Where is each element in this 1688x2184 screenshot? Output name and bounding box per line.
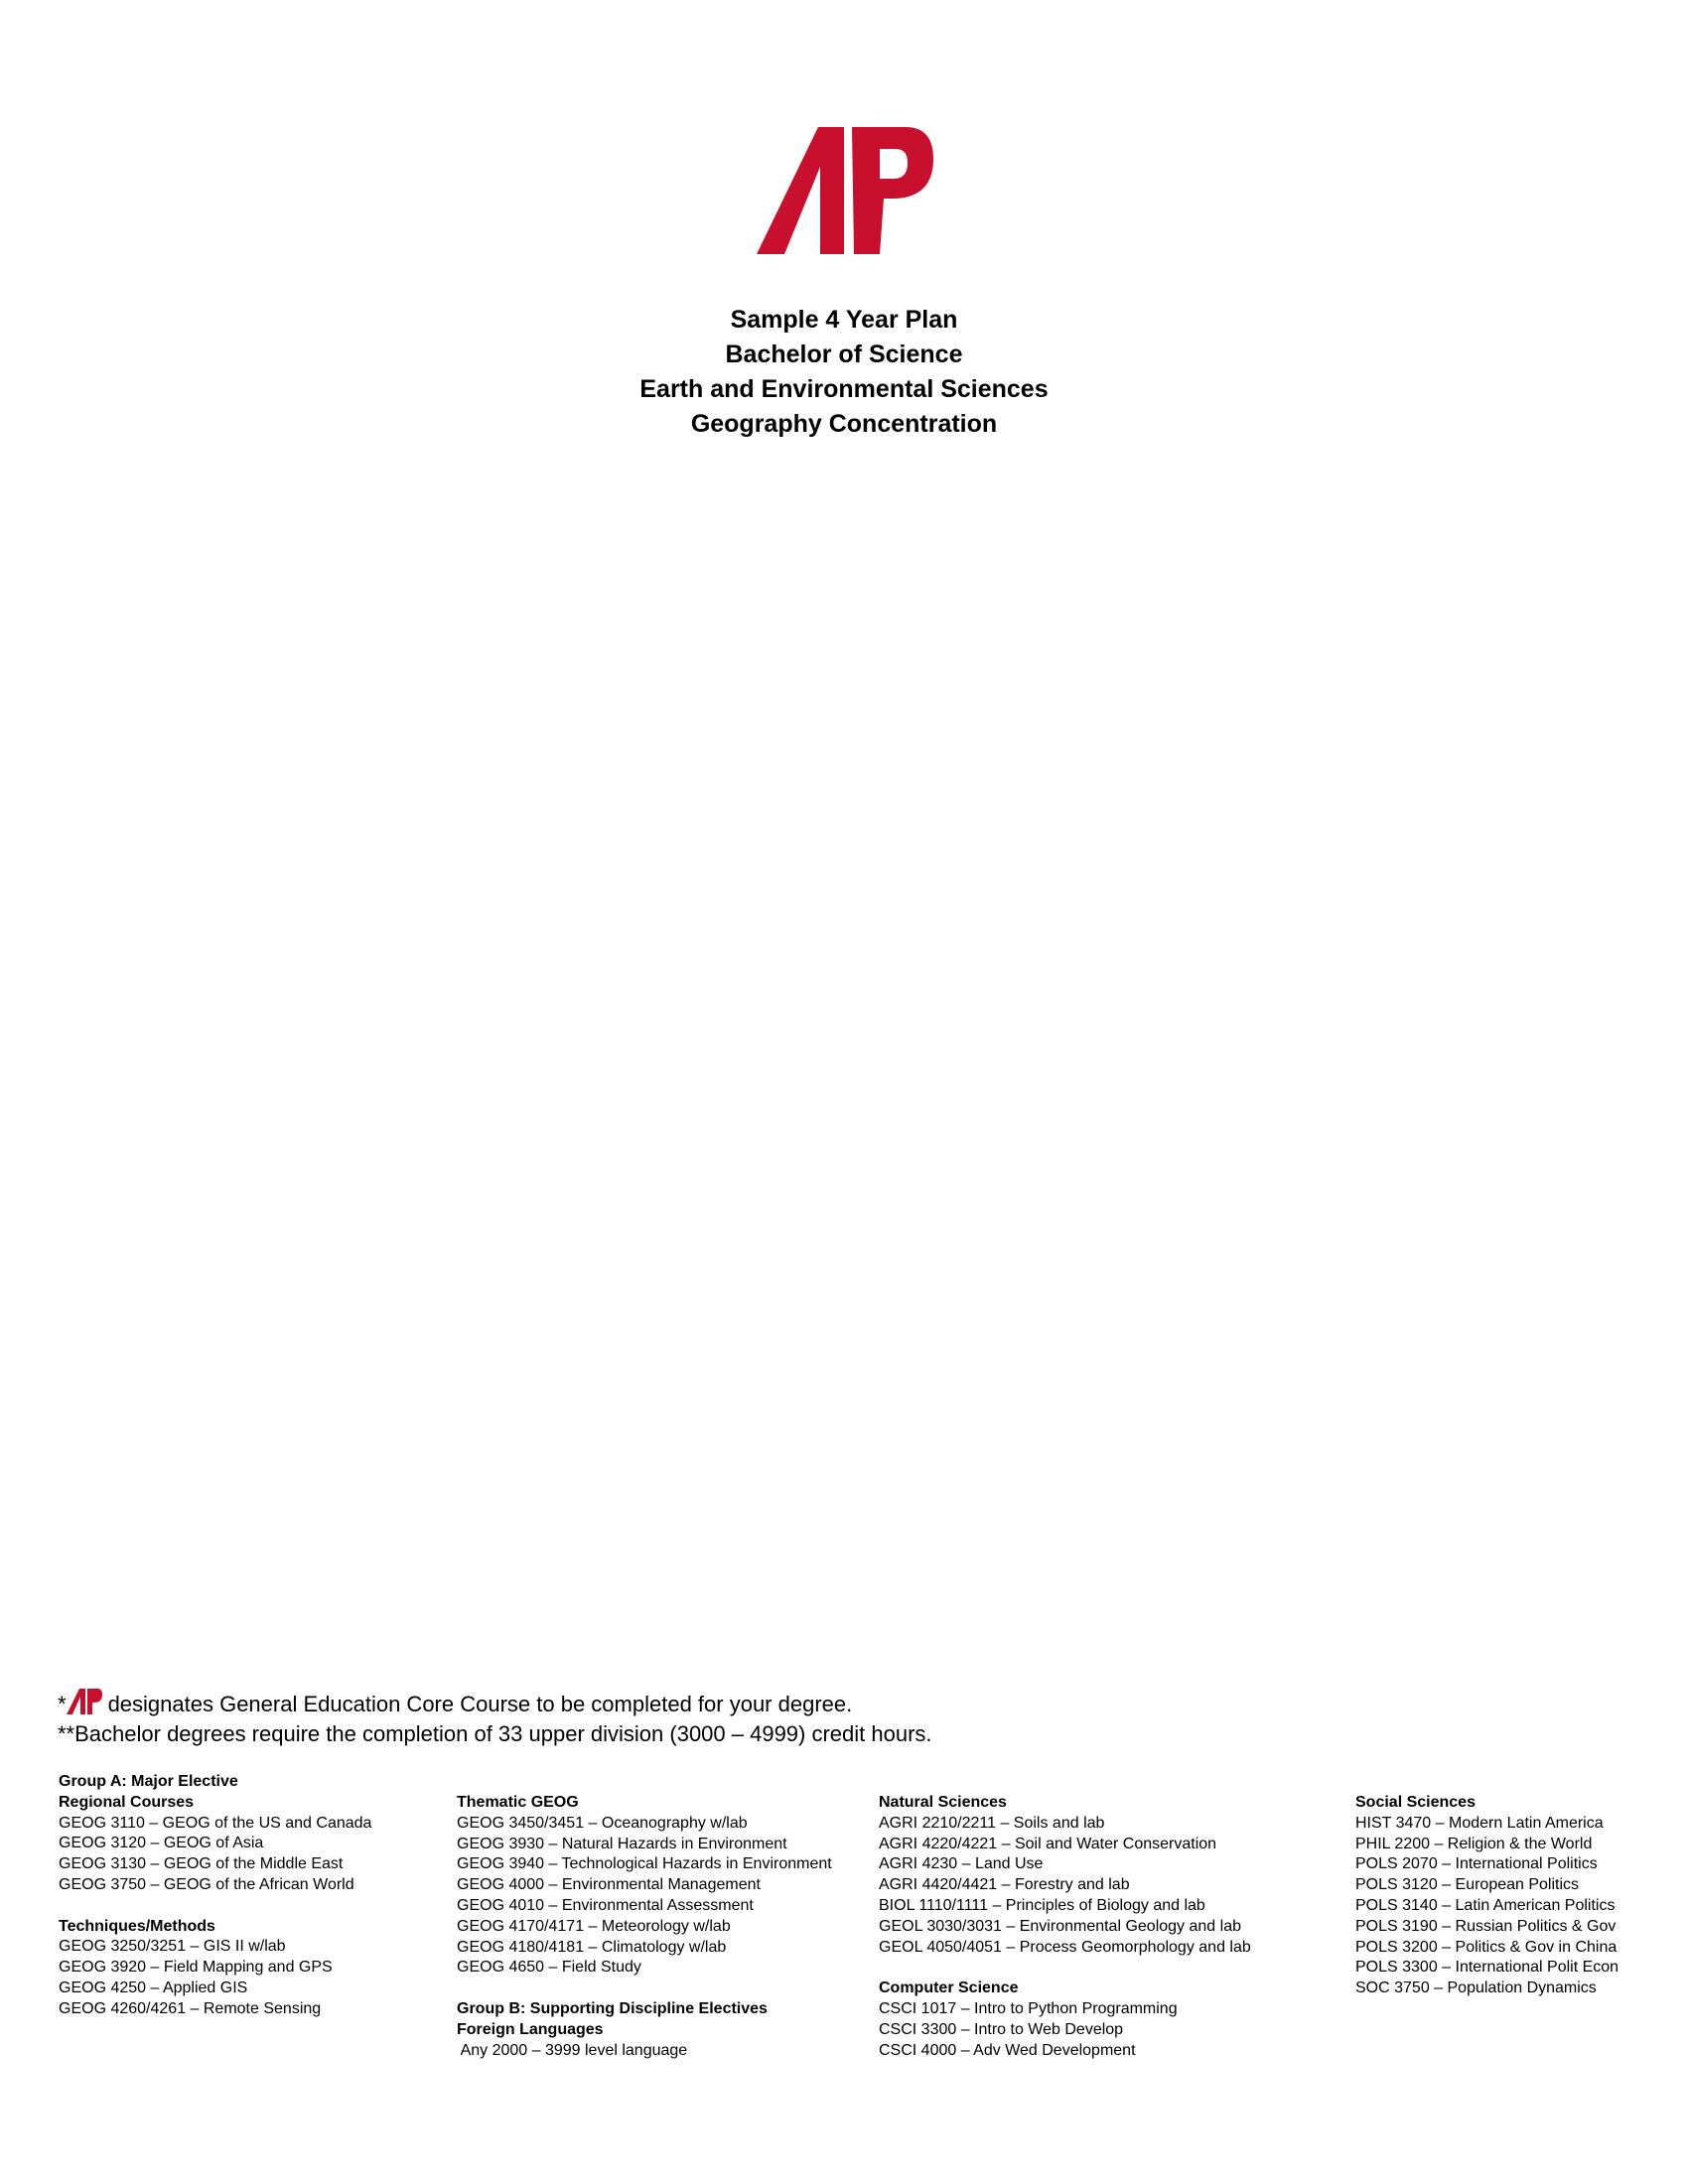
list-item: CSCI 3300 – Intro to Web Develop	[879, 2020, 1124, 2038]
list-item: BIOL 1110/1111 – Principles of Biology and lab	[879, 1896, 1205, 1914]
list-item: SOC 3750 – Population Dynamics	[1355, 1979, 1597, 1997]
group-a-title: Group A: Major Elective	[59, 1773, 238, 1790]
list-item: GEOG 3920 – Field Mapping and GPS	[59, 1959, 333, 1977]
list-item: AGRI 4420/4421 – Forestry and lab	[879, 1876, 1130, 1894]
ap-core-icon	[67, 1688, 102, 1715]
list-item: CSCI 1017 – Intro to Python Programming	[879, 1999, 1178, 2017]
list-item: AGRI 4230 – Land Use	[879, 1855, 1044, 1873]
list-item: GEOG 3450/3451 – Oceanography w/lab	[457, 1814, 748, 1832]
list-item: AGRI 4220/4221 – Soil and Water Conservation	[879, 1835, 1217, 1852]
list-item: GEOG 3110 – GEOG of the US and Canada	[59, 1814, 372, 1832]
natural-sciences-heading: Natural Sciences	[879, 1794, 1007, 1811]
title-line-2: Bachelor of Science	[725, 341, 963, 368]
social-sciences-heading: Social Sciences	[1355, 1794, 1476, 1811]
list-item: POLS 3200 – Politics & Gov in China	[1355, 1938, 1618, 1956]
footnote-upper-division: **Bachelor degrees require the completion of 33 upper division (3000 – 4999) credit hours.	[58, 1721, 932, 1746]
list-item: GEOG 3940 – Technological Hazards in Environment	[457, 1855, 832, 1873]
list-item: PHIL 2200 – Religion & the World	[1355, 1835, 1593, 1852]
list-item: GEOG 4000 – Environmental Management	[457, 1876, 761, 1894]
ap-logo-icon	[757, 127, 933, 256]
group-b-heading: Group B: Supporting Discipline Electives	[457, 1999, 768, 2017]
title-line-1: Sample 4 Year Plan	[730, 306, 958, 334]
list-item: GEOG 3120 – GEOG of Asia	[59, 1835, 264, 1852]
list-item: CSCI 4000 – Adv Wed Development	[879, 2041, 1136, 2059]
list-item: HIST 3470 – Modern Latin America	[1355, 1814, 1604, 1832]
list-item: GEOG 4650 – Field Study	[457, 1959, 641, 1977]
list-item: POLS 3300 – International Polit Econ	[1355, 1959, 1619, 1977]
title-line-4: Geography Concentration	[690, 410, 998, 438]
list-item: GEOG 3250/3251 – GIS II w/lab	[59, 1938, 286, 1956]
list-item: GEOL 4050/4051 – Process Geomorphology and lab	[879, 1938, 1251, 1956]
list-item: GEOL 3030/3031 – Environmental Geology and lab	[879, 1917, 1241, 1935]
list-item: GEOG 3750 – GEOG of the African World	[59, 1875, 354, 1893]
list-item: POLS 3120 – European Politics	[1355, 1876, 1580, 1894]
tech-heading: Techniques/Methods	[59, 1917, 215, 1935]
list-item: POLS 3140 – Latin American Politics	[1355, 1896, 1616, 1914]
list-item: GEOG 4260/4261 – Remote Sensing	[59, 1999, 322, 2017]
thematic-column	[457, 1793, 832, 2061]
regional-heading: Regional Courses	[59, 1793, 195, 1811]
list-item: GEOG 3930 – Natural Hazards in Environment	[457, 1835, 787, 1852]
list-item: AGRI 2210/2211 – Soils and lab	[879, 1814, 1105, 1832]
thematic-heading: Thematic GEOG	[457, 1794, 579, 1811]
list-item: POLS 3190 – Russian Politics & Gov	[1355, 1917, 1617, 1935]
list-item: GEOG 4170/4171 – Meteorology w/lab	[457, 1917, 731, 1935]
title-line-3: Earth and Environmental Sciences	[639, 375, 1049, 403]
natural-sciences-column	[879, 1793, 1251, 2061]
computer-science-heading: Computer Science	[879, 1979, 1019, 1997]
list-item: GEOG 3130 – GEOG of the Middle East	[59, 1855, 344, 1873]
footnote-core: * designates General Education Core Course to be completed for your degree.	[58, 1688, 932, 1719]
list-item: Any 2000 – 3999 level language	[457, 2041, 688, 2059]
plan-title	[0, 303, 1688, 442]
foreign-languages-heading: Foreign Languages	[457, 2020, 604, 2038]
list-item: GEOG 4010 – Environmental Assessment	[457, 1896, 754, 1914]
list-item: POLS 2070 – International Politics	[1355, 1855, 1598, 1873]
group-a-column	[59, 1772, 371, 2020]
footnotes	[58, 1688, 932, 1749]
list-item: GEOG 4180/4181 – Climatology w/lab	[457, 1938, 727, 1956]
social-sciences-column	[1355, 1793, 1618, 1999]
list-item: GEOG 4250 – Applied GIS	[59, 1979, 248, 1996]
